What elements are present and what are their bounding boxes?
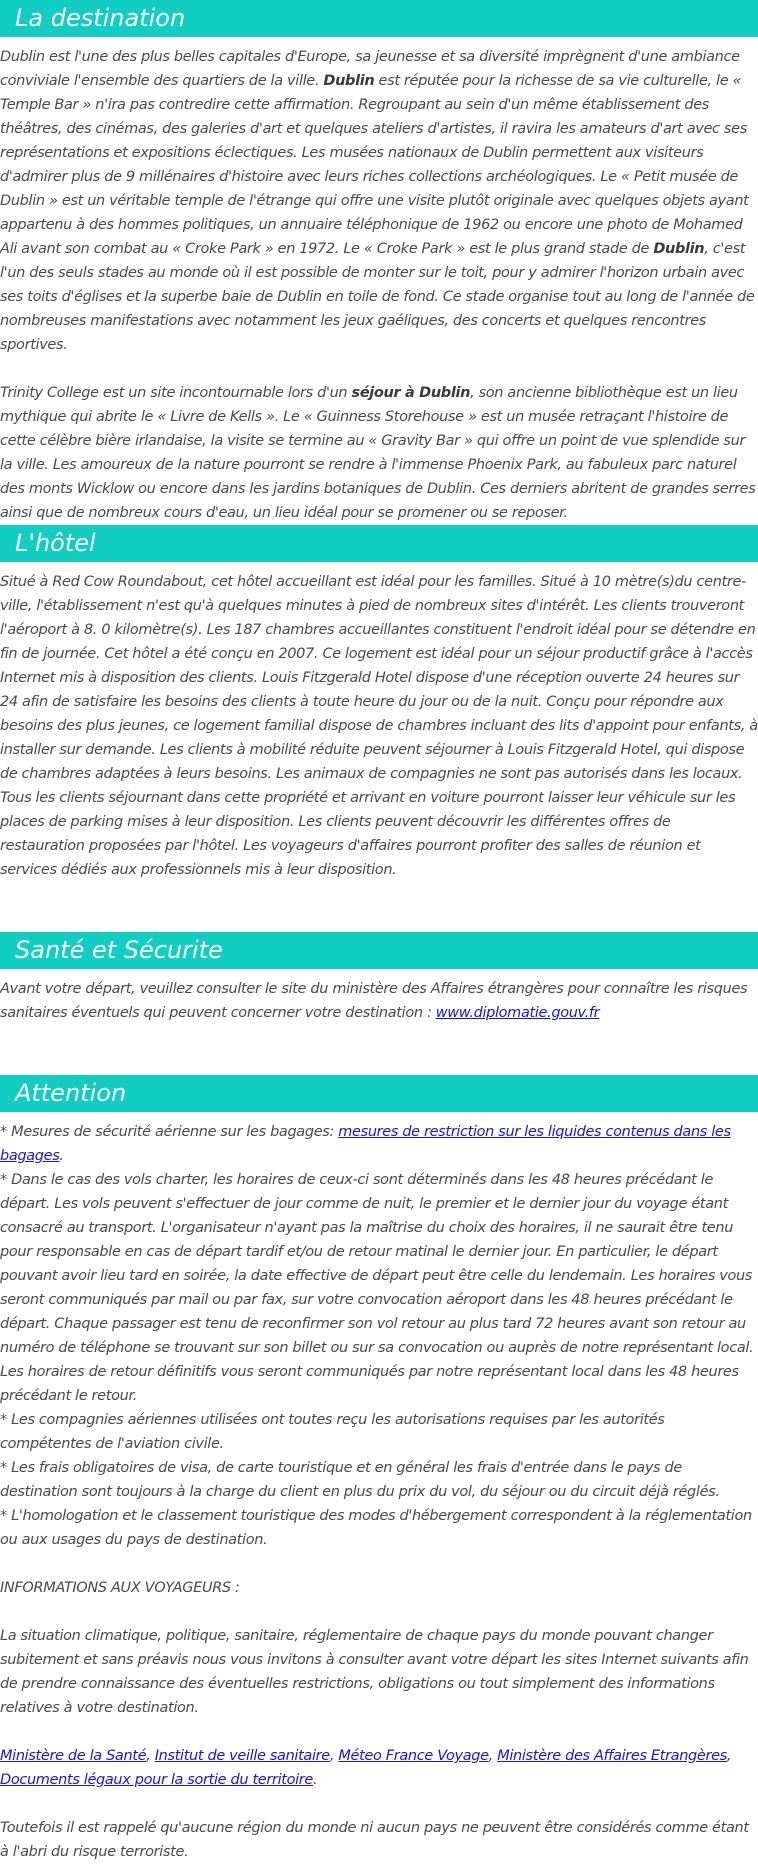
- links-end: .: [312, 1772, 318, 1788]
- section-title-sante: Santé et Sécurite: [15, 936, 223, 964]
- attention-item-charter: * Dans le cas des vols charter, les horaires de ceux-ci sont déterminés dans les 48 heures précédant le départ. Les vols peuvent s'effectuer de jour comme de nuit, le premier et le dernier jour du voyage étant consacré au transport. L'organisateur n'ayant pas la maîtrise du choix des horaires, il ne saurait être tenu pour responsable en cas de départ tardif et/ou de retour matinal le dernier jour. En particulier, le départ pouvant avoir lieu tard en soirée, la date effective de départ peut être celle du lendemain. Les horaires vous seront communiqués par mail ou par fax, sur votre convocation aéroport dans les 48 heures précédant le départ. Chaque passager est tenu de reconfirmer son vol retour au plus tard 72 heures avant son retour au numéro de téléphone se trouvant sur son billet ou sur sa convocation ou auprès de notre représentant local. Les horaires de retour définitifs vous seront communiqués par notre représentant local dans les 48 heures précédant le retour.: [0, 1172, 754, 1404]
- destination-p2-bold-sejour: séjour à Dublin: [351, 385, 471, 401]
- link-separator: ,: [146, 1748, 155, 1764]
- link-separator: ,: [329, 1748, 339, 1764]
- attention-item1-text: * Mesures de sécurité aérienne sur les bagages:: [0, 1124, 339, 1140]
- attention-item-bagages: [0, 1120, 758, 1168]
- section-title-attention: Attention: [15, 1079, 127, 1107]
- destination-p1-text-c: est réputée pour la richesse de sa vie culturelle, le « Temple Bar » n'ira pas contredire cette affirmation. Regroupant au sein d'un même établissement des théâtres, des cinémas, des galeries d'art et quelques ateliers d'artistes, il ravira les amateurs d'art avec ses représentations et expositions éclectiques. Les musées nationaux de Dublin permettent aux visiteurs d'admirer plus de 9 millénaires d'histoire avec leurs riches collections archéologiques. Le « Petit musée de Dublin » est un véritable temple de l'étrange qui offre une visite plutôt originale avec quelques objets ayant appartenu à des hommes politiques, un annuaire téléphonique de 1962 ou encore une photo de Mohamed Ali avant son combat au « Croke Park » en 1972. Le « Croke Park » est le plus grand stade de: [0, 73, 749, 257]
- section-title-destination: La destination: [15, 4, 186, 32]
- section-header-destination: [0, 0, 758, 37]
- attention-item-frais: * Les frais obligatoires de visa, de carte touristique et en général les frais d'entrée dans le pays de destination sont toujours à la charge du client en plus du prix du vol, du séjour ou du circuit déjà réglés.: [0, 1460, 720, 1500]
- destination-paragraph-1: [0, 45, 758, 357]
- attention-item-homologation: * L'homologation et le classement touristique des modes d'hébergement correspondent à la réglementation ou aux usages du pays de destination.: [0, 1508, 752, 1548]
- liquides-restriction-link[interactable]: mesures de restriction sur les liquides contenus dans les bagages: [0, 1124, 731, 1164]
- destination-p1-bold-dublin-1: Dublin: [323, 73, 375, 89]
- link-ministere-affaires-etrangeres[interactable]: Ministère des Affaires Etrangères: [497, 1748, 727, 1764]
- link-institut-veille-sanitaire[interactable]: Institut de veille sanitaire: [154, 1748, 330, 1764]
- section-header-sante: [0, 932, 758, 969]
- section-title-hotel: L'hôtel: [15, 529, 96, 557]
- link-separator: ,: [726, 1748, 732, 1764]
- link-meteo-france-voyage[interactable]: Méteo France Voyage: [338, 1748, 489, 1764]
- hotel-description: Situé à Red Cow Roundabout, cet hôtel accueillant est idéal pour les familles. Situé à 10 mètre(s)du centre-ville, l'établissement n'est qu'à quelques minutes à pied de nombreux sites d'intérêt. Les clients trouveront l'aéroport à 8. 0 kilomètre(s). Les 187 chambres accueillantes constituent l'endroit idéal pour se détendre en fin de journée. Cet hôtel a été conçu en 2007. Ce logement est idéal pour un séjour productif grâce à l'accès Internet mis à disposition des clients. Louis Fitzgerald Hotel dispose d'une réception ouverte 24 heures sur 24 afin de satisfaire les besoins des clients à toute heure du jour ou de la nuit. Conçu pour répondre aux besoins des plus jeunes, ce logement familial dispose de chambres incluant des lits d'appoint pour enfants, à installer sur demande. Les clients à mobilité réduite peuvent séjourner à Louis Fitzgerald Hotel, qui dispose de chambres adaptées à leurs besoins. Les animaux de compagnies ne sont pas autorisés dans les locaux. Tous les clients séjournant dans cette propriété et arrivant en voiture pourront laisser leur véhicule sur les places de parking mises à leur disposition. Les clients peuvent découvrir les différentes offres de restauration proposées par l'hôtel. Les voyageurs d'affaires pourront profiter des salles de réunion et services dédiés aux professionnels mis à leur disposition.: [0, 574, 758, 878]
- section-header-attention: [0, 1075, 758, 1112]
- destination-p1-bold-dublin-2: Dublin: [653, 241, 705, 257]
- section-header-hotel: [0, 525, 758, 562]
- destination-paragraph-2: [0, 381, 758, 525]
- info-links: [0, 1744, 758, 1792]
- info-voyageurs-heading: INFORMATIONS AUX VOYAGEURS :: [0, 1580, 240, 1596]
- destination-p2-text-c: , son ancienne bibliothèque est un lieu mythique qui abrite le « Livre de Kells ». Le « Guinness Storehouse » est un musée retraçant l'histoire de cette célèbre bière irlandaise, la visite se termine au « Gravity Bar » qui offre un point de vue splendide sur la ville. Les amoureux de la nature pourront se rendre à l'immense Phoenix Park, au fabuleux parc naturel des monts Wicklow ou encore dans les jardins botaniques de Dublin. Ces derniers abritent de grandes serres ainsi que de nombreux cours d'eau, un lieu idéal pour se promener ou se reposer.: [0, 385, 756, 521]
- link-ministere-sante[interactable]: Ministère de la Santé: [0, 1748, 147, 1764]
- info-voyageurs-text: La situation climatique, politique, sanitaire, réglementaire de chaque pays du monde pouvant changer subitement et sans préavis nous vous invitons à consulter avant votre départ les sites Internet suivants afin de prendre connaissance des éventuelles restrictions, obligations ou tout simplement des informations relatives à votre destination.: [0, 1628, 749, 1716]
- attention-item-compagnies: * Les compagnies aériennes utilisées ont toutes reçu les autorisations requises par les autorités compétentes de l'aviation civile.: [0, 1412, 665, 1452]
- attention-item1-end: .: [59, 1148, 64, 1164]
- destination-p1-text-e: , c'est l'un des seuls stades au monde où il est possible de monter sur le toit, pour y admirer l'horizon urbain avec ses toits d'églises et la superbe baie de Dublin en toile de fond. Ce stade organise tout au long de l'année de nombreuses manifestations avec notamment les jeux gaéliques, des concerts et quelques rencontres sportives.: [0, 241, 755, 353]
- link-documents-legaux[interactable]: Documents légaux pour la sortie du territoire: [0, 1772, 313, 1788]
- destination-p2-text-a: Trinity College est un site incontournable lors d'un: [0, 385, 352, 401]
- terrorism-notice: Toutefois il est rappelé qu'aucune région du monde ni aucun pays ne peuvent être considérés comme étant à l'abri du risque terroriste.: [0, 1820, 749, 1860]
- destination-p1-text-a: Dublin est l'une des plus belles capitales d'Europe, sa jeunesse et sa diversité imprègnent d'une ambiance conviviale l'ensemble des quartiers de la ville.: [0, 49, 740, 89]
- sante-paragraph: [0, 977, 758, 1025]
- sante-text: Avant votre départ, veuillez consulter le site du ministère des Affaires étrangères pour connaître les risques sanitaires éventuels qui peuvent concerner votre destination :: [0, 981, 748, 1021]
- diplomatie-link[interactable]: www.diplomatie.gouv.fr: [435, 1005, 600, 1021]
- link-separator: ,: [488, 1748, 498, 1764]
